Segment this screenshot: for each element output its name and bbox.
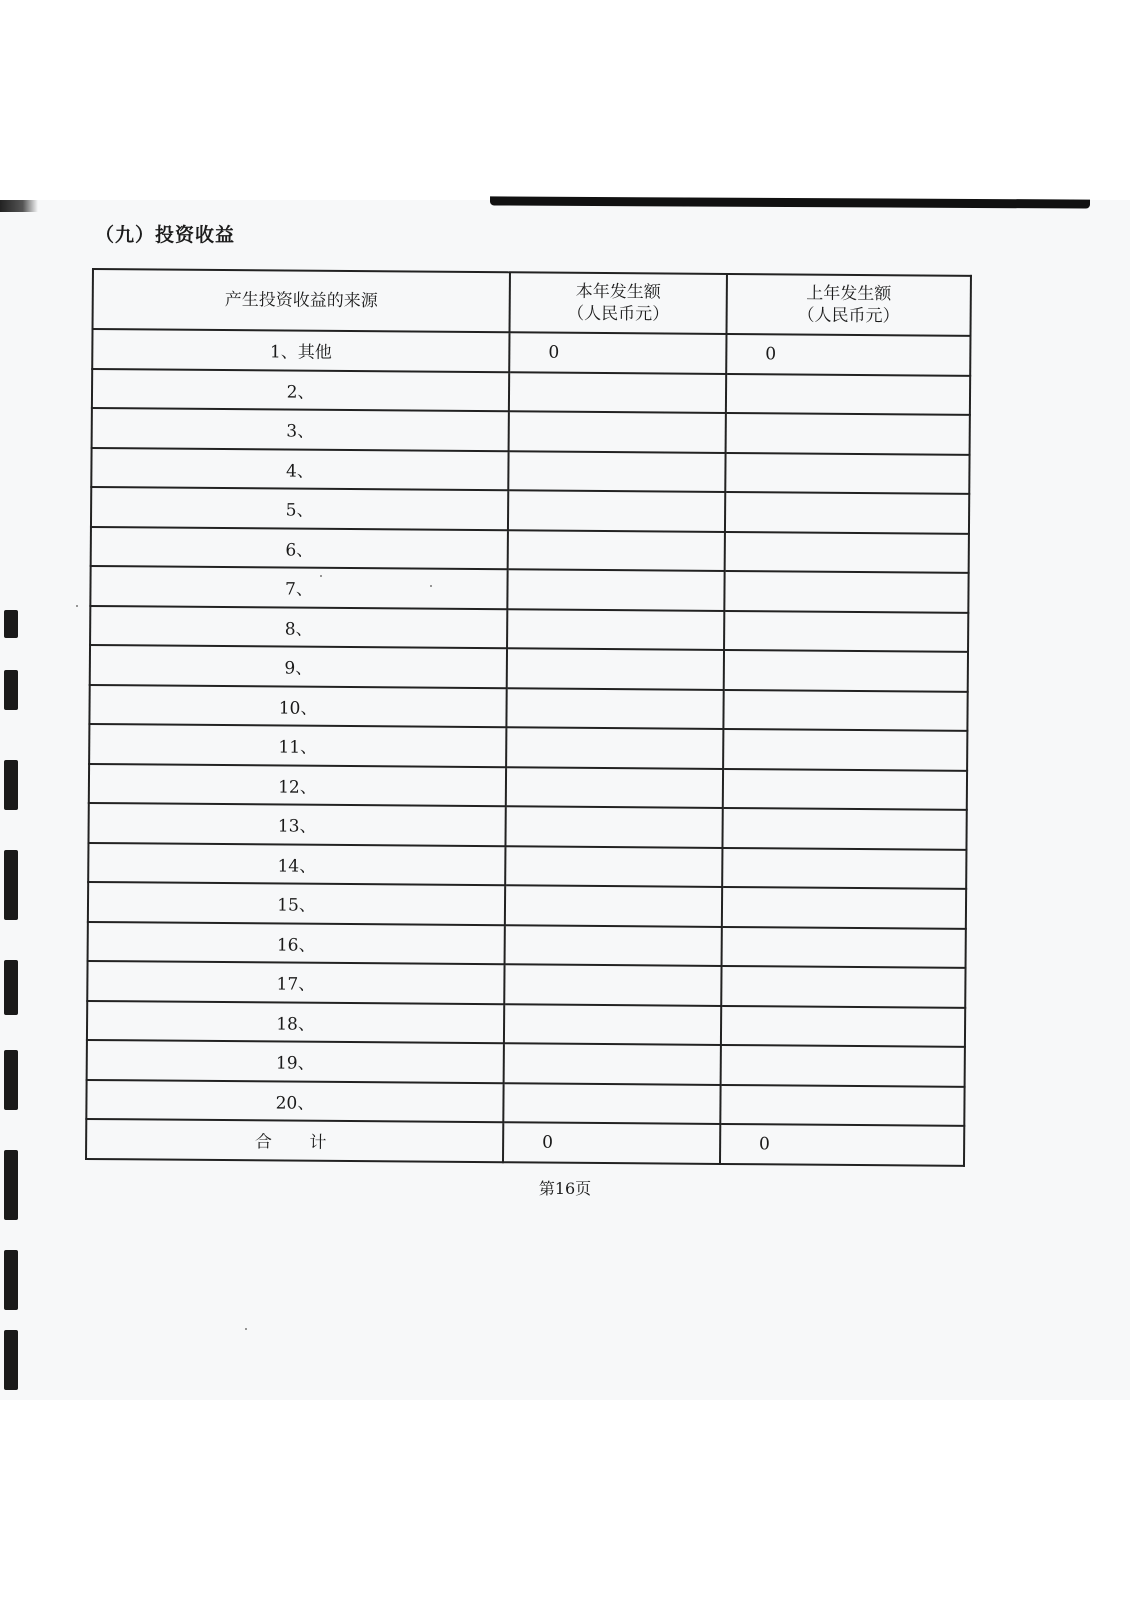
row-current-year-cell [508, 490, 725, 531]
header-source-label: 产生投资收益的来源 [224, 290, 378, 312]
row-previous-year-cell [721, 966, 965, 1007]
row-current-year-cell [504, 964, 721, 1005]
binding-holes [0, 610, 26, 1400]
table-row [90, 645, 968, 691]
table-row [91, 448, 969, 494]
total-previous-cell: 0 [720, 1124, 964, 1165]
header-current-year-label: 本年发生额 [575, 281, 661, 303]
row-source-cell: 13、 [88, 803, 505, 846]
header-source [93, 269, 511, 332]
table-row [86, 1079, 964, 1125]
table-row [90, 605, 968, 651]
row-previous-year-cell [721, 1045, 965, 1086]
page-corner-shadow [0, 200, 38, 212]
row-source-cell: 6、 [91, 526, 508, 569]
row-current-year-cell [509, 411, 726, 452]
row-source-cell: 19、 [87, 1040, 504, 1083]
table-row [88, 842, 966, 888]
header-previous-year [726, 274, 971, 336]
row-source-cell: 17、 [87, 961, 504, 1004]
header-previous-year-label: 上年发生额 [806, 283, 892, 305]
row-previous-year-cell [725, 492, 969, 533]
row-source-cell: 10、 [89, 684, 506, 727]
row-current-year-cell [505, 925, 722, 966]
row-previous-year-cell [725, 452, 969, 493]
total-current-cell: 0 [503, 1122, 720, 1163]
table-row [90, 566, 968, 612]
row-current-year-cell [507, 648, 724, 689]
total-label: 合 计 [254, 1132, 343, 1154]
header-previous-year-unit: （人民币元） [797, 305, 900, 327]
table-row [87, 1040, 965, 1086]
row-current-year-cell [504, 1004, 721, 1045]
row-previous-year-cell [724, 571, 968, 612]
table-row [89, 724, 967, 770]
row-previous-year-cell: 0 [726, 334, 970, 375]
row-current-year-cell [506, 727, 723, 768]
row-previous-year-cell [724, 650, 968, 691]
row-source-cell: 5、 [91, 487, 508, 530]
page-number: 第16页 [538, 1179, 592, 1198]
table-row [92, 329, 970, 375]
row-source-cell: 16、 [88, 921, 505, 964]
table-row [92, 369, 970, 415]
row-source-cell: 14、 [88, 842, 505, 885]
table-row [88, 921, 966, 967]
table-row [91, 487, 969, 533]
total-label-cell [86, 1119, 503, 1162]
row-current-year-cell [505, 846, 722, 887]
row-source-cell: 4、 [91, 448, 508, 491]
row-source-cell: 20、 [86, 1079, 503, 1122]
header-current-year [510, 272, 727, 334]
row-current-year-cell [506, 806, 723, 847]
row-current-year-cell [506, 688, 723, 729]
row-previous-year-cell [721, 926, 965, 967]
row-current-year-cell [507, 609, 724, 650]
section-title: （九）投资收益 [95, 224, 236, 246]
table-row [88, 803, 966, 849]
table-row [87, 1000, 965, 1046]
row-previous-year-cell [724, 610, 968, 651]
row-source-cell: 3、 [92, 408, 509, 451]
table-row [88, 882, 966, 928]
row-source-cell: 7、 [90, 566, 507, 609]
row-previous-year-cell [723, 768, 967, 809]
total-row [86, 1119, 964, 1165]
row-current-year-cell [506, 767, 723, 808]
row-current-year-cell [505, 885, 722, 926]
row-previous-year-cell [722, 887, 966, 928]
row-source-cell: 11、 [89, 724, 506, 767]
header-current-year-unit: （人民币元） [567, 303, 670, 325]
row-source-cell: 15、 [88, 882, 505, 925]
table-row [89, 684, 967, 730]
table-row [87, 961, 965, 1007]
row-current-year-cell: 0 [509, 332, 726, 373]
row-previous-year-cell [726, 373, 970, 414]
row-previous-year-cell [725, 531, 969, 572]
row-source-cell: 8、 [90, 605, 507, 648]
row-source-cell: 18、 [87, 1000, 504, 1043]
row-previous-year-cell [720, 1084, 964, 1125]
row-source-cell: 9、 [90, 645, 507, 688]
row-current-year-cell [507, 569, 724, 610]
row-source-cell: 12、 [89, 763, 506, 806]
table-row [89, 763, 967, 809]
row-current-year-cell [504, 1043, 721, 1084]
row-current-year-cell [509, 372, 726, 413]
row-previous-year-cell [723, 729, 967, 770]
table-header-row [93, 269, 971, 336]
row-previous-year-cell [723, 689, 967, 730]
row-previous-year-cell [722, 808, 966, 849]
table-row [91, 526, 969, 572]
row-previous-year-cell [721, 1005, 965, 1046]
row-source-cell: 1、其他 [92, 329, 509, 372]
row-previous-year-cell [722, 847, 966, 888]
row-current-year-cell [503, 1083, 720, 1124]
row-source-cell: 2、 [92, 369, 509, 412]
row-current-year-cell [508, 451, 725, 492]
row-current-year-cell [508, 530, 725, 571]
row-previous-year-cell [725, 413, 969, 454]
table-row [92, 408, 970, 454]
investment-income-table [85, 268, 972, 1166]
